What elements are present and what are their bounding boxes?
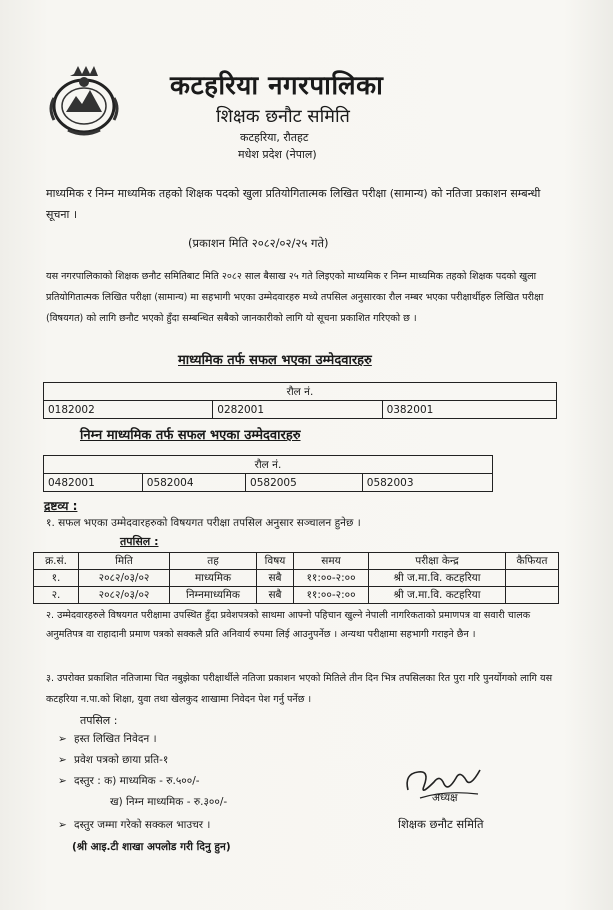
table-cell: सबै [257,570,294,587]
list-item-text: हस्त लिखित निवेदन । [74,733,157,745]
lower-secondary-heading: निम्न माध्यमिक तर्फ सफल भएका उम्मेदवारहरु [80,428,301,443]
roll-cell: 0182002 [44,401,213,419]
header-cell: मिति [79,553,170,570]
list-item-text: दस्तुर जम्मा गरेको सक्कल भाउचर । [74,819,211,831]
requirements-heading: तपसिल : [80,714,118,727]
table-cell [506,570,559,587]
note-3: ३. उपरोक्त प्रकाशित नतिजामा चित नबुझेका परीक्षार्थीले नतिजा प्रकाशन भएको मितिले तीन दिन भित्र तपसिलका रित पुरा गरि पुनर्योगको लागि यस कटहरिया न.पा.को शिक्षा, युवा तथा खेलकुद शाखामा निवेदन पेश गर्नु पर्नेछ । [46,673,553,705]
committee-subtitle: शिक्षक छनौट समिति [216,106,350,127]
nepal-emblem-icon [44,62,124,138]
table-cell: श्री ज.मा.वि. कटहरिया [369,570,506,587]
list-item-text: ख) निम्न माध्यमिक - रु.३००/- [110,796,228,808]
table-header-row [34,553,559,570]
signatory-title: अध्यक्ष [432,792,458,804]
roll-cell: 0482001 [44,474,143,492]
roll-header: रौल नं. [44,456,493,474]
note-1: १. सफल भएका उम्मेदवारहरुको विषयगत परीक्षा तपसिल अनुसार सञ्चालन हुनेछ । [46,517,361,529]
secondary-roll-table [43,382,557,419]
header-cell: समय [294,553,369,570]
roll-cell: 0582004 [142,474,245,492]
table-cell: ११:००-२:०० [294,570,369,587]
schedule-label: तपसिल : [120,535,159,548]
table-cell: श्री ज.मा.वि. कटहरिया [369,587,506,604]
roll-cell: 0382001 [382,401,556,419]
table-cell: माध्यमिक [170,570,257,587]
list-item [58,774,200,788]
table-cell: २०८२/०३/०२ [79,570,170,587]
notice-subject: माध्यमिक र निम्न माध्यमिक तहको शिक्षक पदको खुला प्रतियोगितात्मक लिखित परीक्षा (सामान्य) को नतिजा प्रकाशन सम्बन्धी सूचना । [46,187,541,221]
roll-cell: 0582003 [362,474,492,492]
table-row [34,570,559,587]
publication-date: (प्रकाशन मिति २०८२/०२/२५ गते) [188,236,329,250]
table-cell: सबै [257,587,294,604]
signatory-committee: शिक्षक छनौट समिति [398,817,484,831]
list-item-text: दस्तुर : क) माध्यमिक - रु.५००/- [74,775,200,787]
roll-header: रौल नं. [44,383,557,401]
exam-schedule-table [33,552,559,604]
secondary-heading: माध्यमिक तर्फ सफल भएका उम्मेदवारहरु [178,353,372,368]
roll-cell: 0582005 [246,474,363,492]
note-2: २. उम्मेदवारहरुले विषयगत परीक्षामा उपस्थित हुँदा प्रवेशपत्रको साथमा आफ्नो पहिचान खुल्ने नेपाली नागरिकताको प्रमाणपत्र वा सवारी चालक अनुमतिपत्र वा राहादानी प्रमाण पत्रको सक्कलै प्रति अनिवार्य रुपमा लिई आउनुपर्नेछ । अन्यथा परीक्षामा सहभागी गराइने छैन । [46,610,531,640]
header-cell: क्र.सं. [34,553,79,570]
list-item-text: प्रवेश पत्रको छाया प्रति-१ [74,754,169,766]
notes-heading: द्रष्टव्य : [44,499,78,513]
header-cell: परीक्षा केन्द्र [369,553,506,570]
location-line-1: कटहरिया, रौतहट [240,131,309,144]
arrow-bullet-icon: ➢ [58,754,67,766]
table-cell: ११:००-२:०० [294,587,369,604]
roll-cell: 0282001 [213,401,382,419]
location-line-2: मधेश प्रदेश (नेपाल) [238,148,317,161]
lower-secondary-roll-table [43,455,493,492]
municipality-title: कटहरिया नगरपालिका [170,71,384,101]
list-item [72,840,231,854]
table-cell: १. [34,570,79,587]
list-item [110,795,227,809]
list-item [58,818,210,832]
intro-paragraph: यस नगरपालिकाको शिक्षक छनौट समितिबाट मिति २०८२ साल बैसाख २५ गते लिइएको माध्यमिक र निम्न माध्यमिक तहको शिक्षक पदको खुला प्रतियोगितात्मक लिखित परीक्षा (सामान्य) मा सहभागी भएका उम्मेदवारहरु मध्ये तपसिल अनुसारका रौल नम्बर भएका परीक्षार्थीहरु लिखित परीक्षा (विषयगत) को लागि छनौट भएको हुँदा सम्बन्धित सबैको जानकारीको लागि यो सूचना प्रकाशित गरिएको छ । [46,271,544,324]
arrow-bullet-icon: ➢ [58,733,67,745]
table-cell: २. [34,587,79,604]
header-cell: तह [170,553,257,570]
header-cell: विषय [257,553,294,570]
list-item-text: (श्री आइ.टी शाखा अपलोड गरी दिनु हुन) [72,841,231,853]
table-row [34,587,559,604]
arrow-bullet-icon: ➢ [58,819,67,831]
list-item [58,753,168,767]
table-cell: २०८२/०३/०२ [79,587,170,604]
header-cell: कैफियत [506,553,559,570]
list-item [58,732,157,746]
arrow-bullet-icon: ➢ [58,775,67,787]
table-cell [506,587,559,604]
table-cell: निम्नमाध्यमिक [170,587,257,604]
